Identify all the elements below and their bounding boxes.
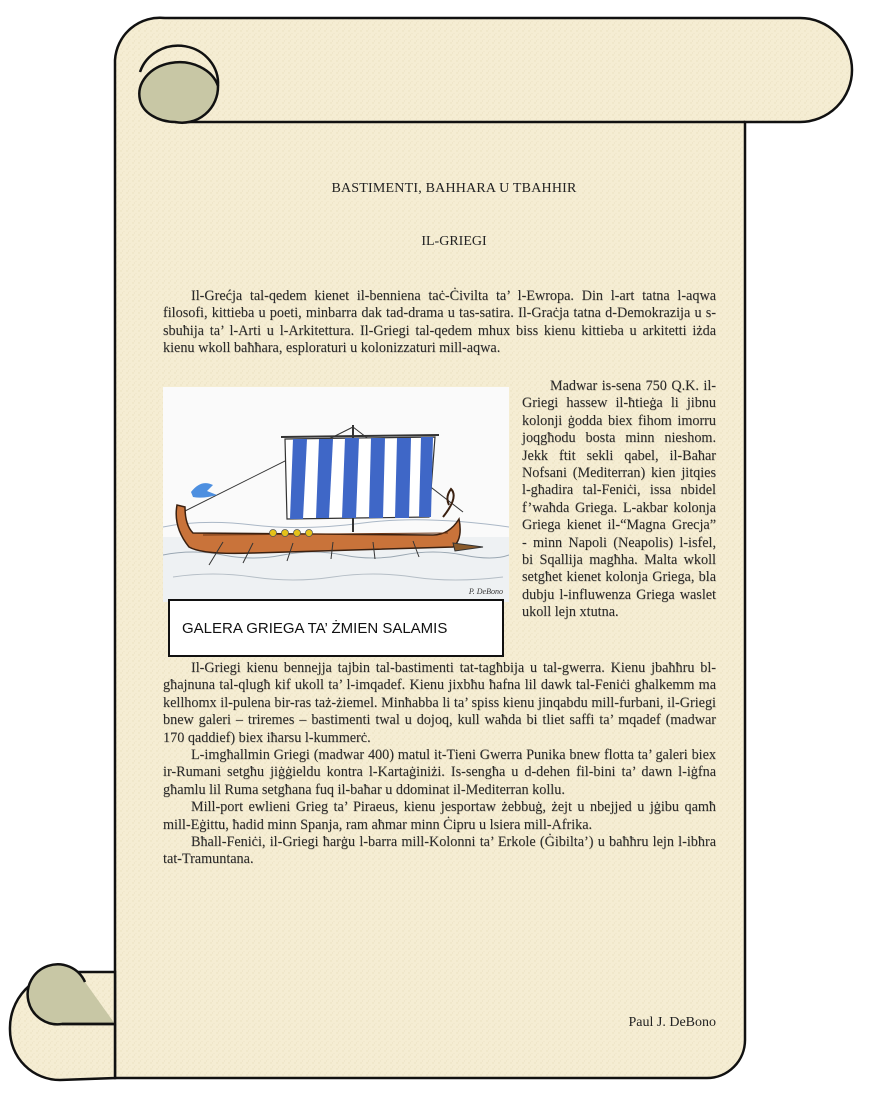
document-title: BASTIMENTI, BAHHARA U TBAHHIR (331, 181, 577, 196)
paragraph-ships: Il-Griegi kienu bennejja tajbin tal-bastimenti tat-tagħbija u tal-gwerra. Kienu jbaħħru bl-għajnuna tal-qlugħ kif ukoll ta’ l-imqadef. Kienu jixbħu ħafna lil dawk tal-Feniċi għalkemm ma kellhomx il-pulena bir-ras taż-żiemel. Minħabba li ta’ spiss kienu jinqabdu mill-furbani, il-Griegi bnew galeri – triremes – bastimenti twal u dojoq, kull waħda bi tliet saffi ta’ mqadef (madwar 170 qaddief) biex iħarsu l-kummerċ. (163, 660, 716, 746)
intro-text: Il-Grećja tal-qedem kienet il-benniena taċ-Ċivilta ta’ l-Ewropa. Din l-art tatna l-aqwa filosofi, kittieba u poeti, minbarra dak tad-drama u tas-satira. Il-Graċja tatna d-Demokrazija u s-sbuħija ta’ l-Arti u l-Arkitettura. Il-Griegi tal-qedem mhux biss kienu kittieba u arkitetti iżda kienu wkoll baħħara, esploraturi u kolonizzaturi mill-aqwa. (163, 288, 716, 357)
side-column (522, 378, 716, 622)
paragraph-hercules: Bħall-Feniċi, il-Griegi ħarġu l-barra mill-Kolonni ta’ Erkole (Ġibilta’) u baħħru lejn l-ibħra tat-Tramuntana. (163, 834, 716, 868)
body-paragraphs (163, 660, 716, 869)
galley-illustration (163, 387, 509, 602)
paragraph-piraeus: Mill-port ewlieni Grieg ta’ Piraeus, kienu jesportaw żebbuġ, żejt u nbejjed u jġibu qamħ mill-Eġittu, ħadid minn Spanja, ram aħmar minn Ċipru u lsiera mill-Afrika. (163, 799, 716, 833)
striped-sail (281, 435, 439, 519)
top-curl (139, 62, 218, 122)
artist-signature: P. DeBono (468, 587, 503, 596)
document-subtitle: IL-GRIEGI (421, 234, 487, 249)
intro-paragraph (163, 288, 716, 358)
figure-caption: GALERA GRIEGA TA’ ŻMIEN SALAMIS (168, 599, 504, 657)
paragraph-punic-war: L-imgħallmin Griegi (madwar 400) matul it-Tieni Gwerra Punika bnew flotta ta’ galeri biex ir-Rumani setgħu jiġġieldu kontra l-Kartaġiniżi. Is-sengħa u d-dehen fil-bini ta’ dawn l-iġfna għamlu lil Ruma setgħana fuq il-baħar u ddominat il-Mediterran kollu. (163, 747, 716, 798)
author-name: Paul J. DeBono (628, 1015, 716, 1030)
side-column-text: Madwar is-sena 750 Q.K. il-Griegi hassew il-ħtieġa li jibnu kolonji ġodda biex fihom imorru joqgħodu bosta minn nieshom. Jekk ftit sekli qabel, il-Baħar Nofsani (Mediterran) kien jitqies l-għadira tal-Feniċi, issa nbidel f’waħda Griega. L-akbar kolonja Griega kienet il-“Magna Grecja” - minn Napoli (Neapolis) l-isfel, bi Sqallija magħha. Malta wkoll setgħet kienet kolonja Griega, bla dubju l-influwenza Griega waslet ukoll lejn xtutna. (522, 378, 716, 621)
